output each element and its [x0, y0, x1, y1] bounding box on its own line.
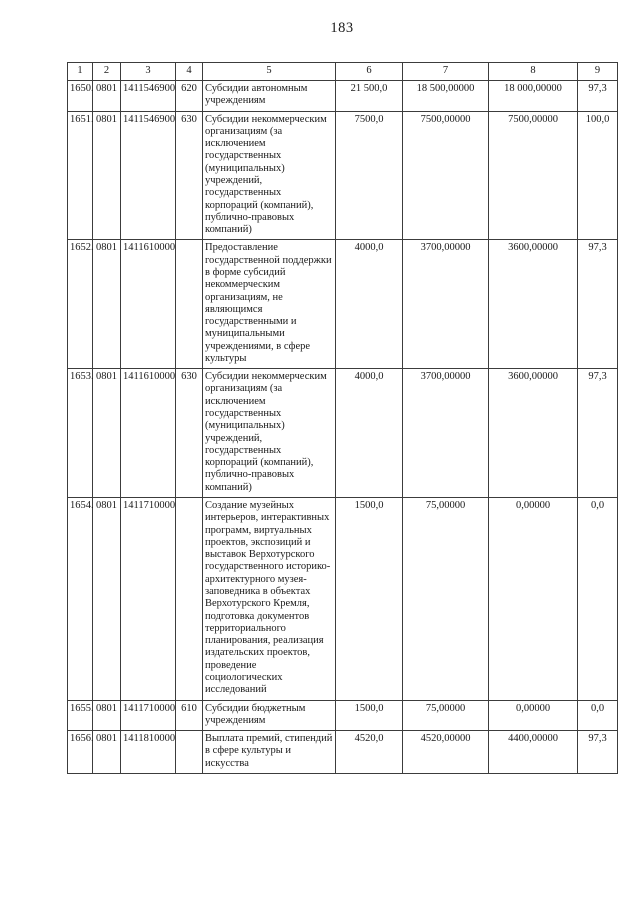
row-number-cell: 1653.: [68, 369, 93, 498]
row-number-cell: 1655.: [68, 700, 93, 731]
target-article-cell: 1411710000: [121, 700, 176, 731]
table-row: [68, 240, 618, 369]
column-header: 7: [403, 63, 489, 81]
table-row: [68, 498, 618, 701]
section-code-cell: 0801: [93, 700, 121, 731]
column-header: 3: [121, 63, 176, 81]
column-header: 1: [68, 63, 93, 81]
section-code-cell: 0801: [93, 240, 121, 369]
table-row: [68, 700, 618, 731]
amount-cell: 7500,00000: [489, 111, 578, 240]
target-article-cell: 1411610000: [121, 240, 176, 369]
expense-type-cell: 630: [176, 111, 203, 240]
amount-cell: 21 500,0: [336, 81, 403, 112]
expense-name-cell: Субсидии бюджетным учреждениям: [203, 700, 336, 731]
table-row: [68, 111, 618, 240]
section-code-cell: 0801: [93, 81, 121, 112]
percent-cell: 100,0: [578, 111, 618, 240]
amount-cell: 4520,00000: [403, 731, 489, 774]
amount-cell: 75,00000: [403, 700, 489, 731]
amount-cell: 4000,0: [336, 240, 403, 369]
target-article-cell: 1411810000: [121, 731, 176, 774]
expense-type-cell: 610: [176, 700, 203, 731]
row-number-cell: 1650.: [68, 81, 93, 112]
expense-type-cell: [176, 498, 203, 701]
percent-cell: 97,3: [578, 369, 618, 498]
percent-cell: 97,3: [578, 81, 618, 112]
section-code-cell: 0801: [93, 111, 121, 240]
expense-name-cell: Создание музейных интерьеров, интерактивных программ, виртуальных проектов, экспозиций и выставок Верхотурского государственного историко-архитектурного музея-заповедника в объектах Верхотурского Кремля, подготовка документов территориального планирования, реализация издательских проектов, проведение социологических исследований: [203, 498, 336, 701]
amount-cell: 3600,00000: [489, 369, 578, 498]
table-row: [68, 369, 618, 498]
target-article-cell: 1411610000: [121, 369, 176, 498]
table-row: [68, 81, 618, 112]
section-code-cell: 0801: [93, 731, 121, 774]
expense-name-cell: Выплата премий, стипендий в сфере культуры и искусства: [203, 731, 336, 774]
percent-cell: 0,0: [578, 498, 618, 701]
percent-cell: 97,3: [578, 731, 618, 774]
target-article-cell: 1411546900: [121, 81, 176, 112]
amount-cell: 0,00000: [489, 700, 578, 731]
amount-cell: 1500,0: [336, 700, 403, 731]
row-number-cell: 1654.: [68, 498, 93, 701]
budget-table: [67, 62, 618, 774]
row-number-cell: 1651.: [68, 111, 93, 240]
expense-type-cell: 620: [176, 81, 203, 112]
section-code-cell: 0801: [93, 498, 121, 701]
table-row: [68, 731, 618, 774]
amount-cell: 3700,00000: [403, 369, 489, 498]
amount-cell: 18 000,00000: [489, 81, 578, 112]
expense-type-cell: 630: [176, 369, 203, 498]
section-code-cell: 0801: [93, 369, 121, 498]
target-article-cell: 1411710000: [121, 498, 176, 701]
column-header: 4: [176, 63, 203, 81]
amount-cell: 1500,0: [336, 498, 403, 701]
expense-type-cell: [176, 240, 203, 369]
percent-cell: 0,0: [578, 700, 618, 731]
expense-name-cell: Субсидии некоммерческим организациям (за исключением государственных (муниципальных) учреждений, государственных корпораций (компаний), публично-правовых компаний): [203, 111, 336, 240]
expense-name-cell: Предоставление государственной поддержки в форме субсидий некоммерческим организациям, не являющимся государственными и муниципальными учреждениями, в сфере культуры: [203, 240, 336, 369]
amount-cell: 7500,00000: [403, 111, 489, 240]
row-number-cell: 1652.: [68, 240, 93, 369]
percent-cell: 97,3: [578, 240, 618, 369]
amount-cell: 7500,0: [336, 111, 403, 240]
amount-cell: 3700,00000: [403, 240, 489, 369]
column-header: 9: [578, 63, 618, 81]
column-header: 6: [336, 63, 403, 81]
amount-cell: 4000,0: [336, 369, 403, 498]
column-header: 2: [93, 63, 121, 81]
expense-name-cell: Субсидии некоммерческим организациям (за исключением государственных (муниципальных) учреждений, государственных корпораций (компаний), публично-правовых компаний): [203, 369, 336, 498]
expense-type-cell: [176, 731, 203, 774]
page-number: 183: [330, 20, 354, 36]
column-header: 8: [489, 63, 578, 81]
amount-cell: 3600,00000: [489, 240, 578, 369]
row-number-cell: 1656.: [68, 731, 93, 774]
target-article-cell: 1411546900: [121, 111, 176, 240]
expense-name-cell: Субсидии автономным учреждениям: [203, 81, 336, 112]
column-header: 5: [203, 63, 336, 81]
amount-cell: 18 500,00000: [403, 81, 489, 112]
amount-cell: 75,00000: [403, 498, 489, 701]
amount-cell: 4400,00000: [489, 731, 578, 774]
amount-cell: 0,00000: [489, 498, 578, 701]
table-header-row: [68, 63, 618, 81]
amount-cell: 4520,0: [336, 731, 403, 774]
